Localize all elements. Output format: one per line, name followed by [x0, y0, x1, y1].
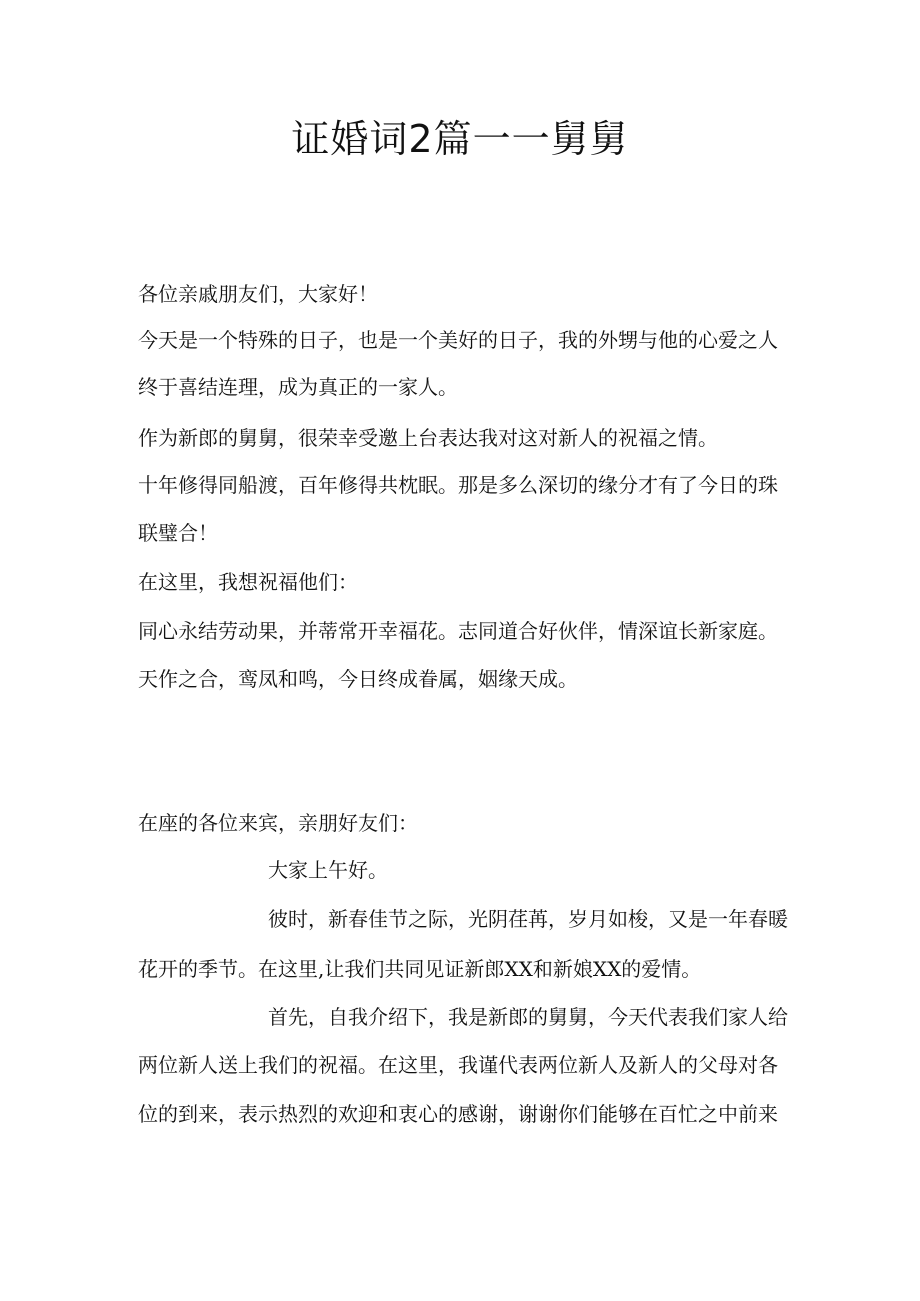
document-title: 证婚词2篇一一舅舅 — [291, 117, 629, 161]
paragraph-line: 终于喜结连理，成为真正的一家人。 — [138, 375, 458, 399]
paragraph-greeting: 各位亲戚朋友们，大家好！ — [138, 282, 378, 306]
paragraph-line: 天作之合，鸾凤和鸣，今日终成眷属，姻缘天成。 — [138, 667, 578, 691]
paragraph-line: 两位新人送上我们的祝福。在这里，我谨代表两位新人及新人的父母对各 — [138, 1053, 778, 1077]
paragraph-line: 彼时，新春佳节之际，光阴荏苒，岁月如梭，又是一年春暖 — [268, 907, 788, 931]
paragraph-line: 大家上午好。 — [268, 858, 388, 882]
paragraph-line: 联璧合！ — [138, 521, 218, 545]
paragraph-line: 在这里，我想祝福他们： — [138, 570, 358, 594]
paragraph-line: 今天是一个特殊的日子，也是一个美好的日子，我的外甥与他的心爱之人 — [138, 328, 778, 352]
paragraph-line: 首先，自我介绍下，我是新郎的舅舅，今天代表我们家人给 — [268, 1005, 788, 1029]
paragraph-line: 位的到来，表示热烈的欢迎和衷心的感谢，谢谢你们能够在百忙之中前来 — [138, 1102, 778, 1126]
paragraph-line: 作为新郎的舅舅，很荣幸受邀上台表达我对这对新人的祝福之情。 — [138, 426, 718, 450]
paragraph-line: 十年修得同船渡，百年修得共枕眠。那是多么深切的缘分才有了今日的珠 — [138, 473, 778, 497]
paragraph-line: 花开的季节。在这里,让我们共同见证新郎XX和新娘XX的爱情。 — [138, 957, 702, 981]
paragraph-line: 同心永结劳动果，并蒂常开幸福花。志同道合好伙伴，情深谊长新家庭。 — [138, 619, 778, 643]
paragraph-salutation: 在座的各位来宾，亲朋好友们： — [138, 811, 418, 835]
